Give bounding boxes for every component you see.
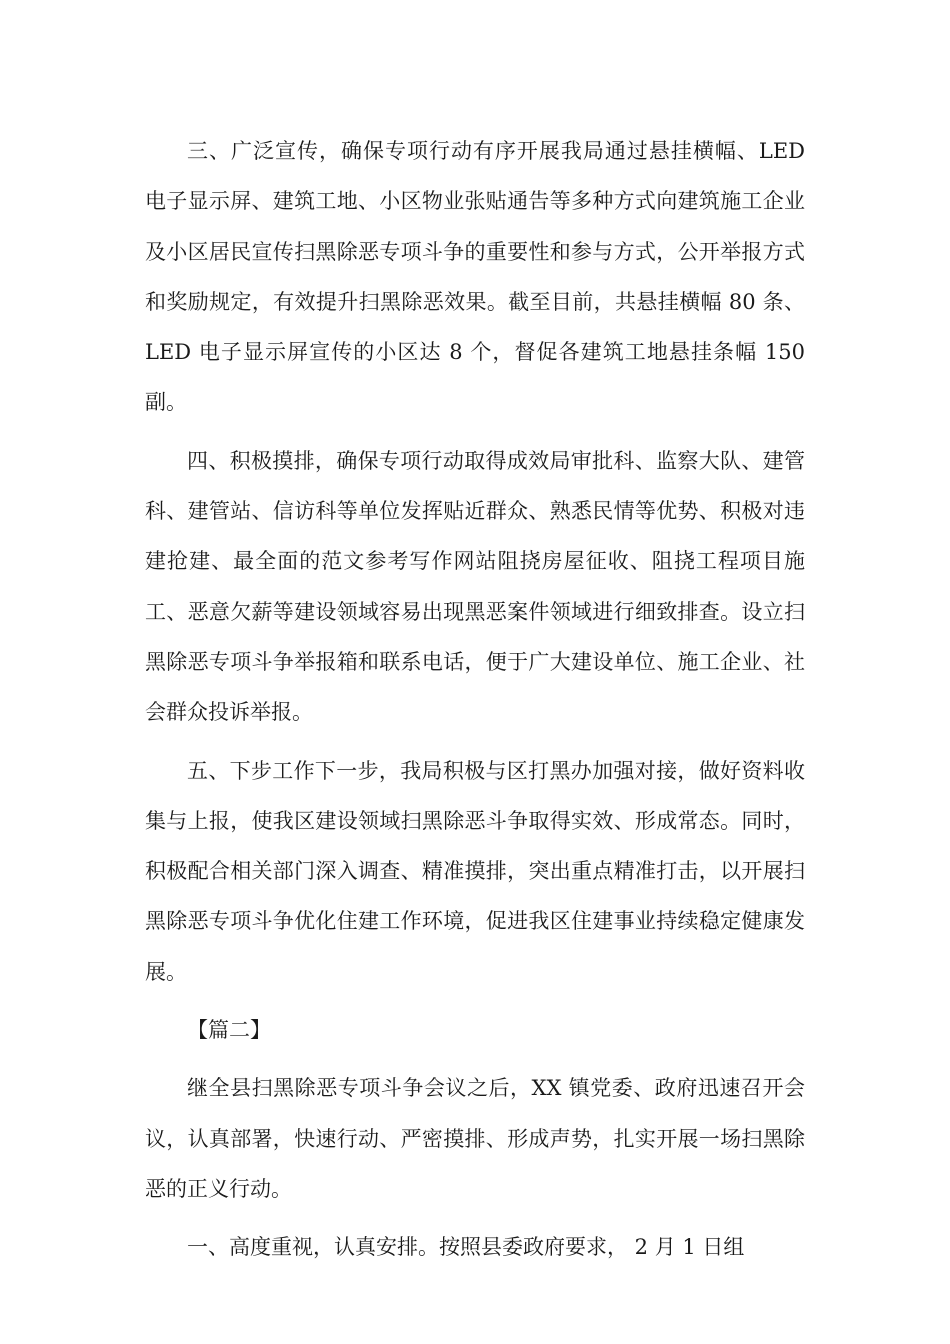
paragraph-part-two-intro: 继全县扫黑除恶专项斗争会议之后，XX 镇党委、政府迅速召开会议，认真部署，快速行动、严密摸排、形成声势，扎实开展一场扫黑除恶的正义行动。: [145, 1076, 805, 1201]
document-body: [145, 126, 805, 1273]
part-two-heading: 【篇二】: [187, 1018, 271, 1043]
paragraph-section-four: 四、积极摸排，确保专项行动取得成效局审批科、监察大队、建管科、建管站、信访科等单位发挥贴近群众、熟悉民情等优势、积极对违建抢建、最全面的范文参考写作网站阻挠房屋征收、阻挠工程项目施工、恶意欠薪等建设领域容易出现黑恶案件领域进行细致排查。设立扫黑除恶专项斗争举报箱和联系电话，便于广大建设单位、施工企业、社会群众投诉举报。: [145, 448, 805, 725]
paragraph-section-five: 五、下步工作下一步，我局积极与区打黑办加强对接，做好资料收集与上报，使我区建设领域扫黑除恶斗争取得实效、形成常态。同时，积极配合相关部门深入调查、精准摸排，突出重点精准打击，以开展扫黑除恶专项斗争优化住建工作环境，促进我区住建事业持续稳定健康发展。: [145, 758, 805, 984]
paragraph-part-two-section-one: 一、高度重视，认真安排。按照县委政府要求， 2 月 1 日组: [187, 1235, 745, 1260]
paragraph-section-three: 三、广泛宣传，确保专项行动有序开展我局通过悬挂横幅、LED 电子显示屏、建筑工地、小区物业张贴通告等多种方式向建筑施工企业及小区居民宣传扫黑除恶专项斗争的重要性和参与方式，公开举报方式和奖励规定，有效提升扫黑除恶效果。截至目前，共悬挂横幅 80 条、 LED 电子显示屏宣传的小区达 8 个，督促各建筑工地悬挂条幅 150 副。: [145, 139, 805, 415]
